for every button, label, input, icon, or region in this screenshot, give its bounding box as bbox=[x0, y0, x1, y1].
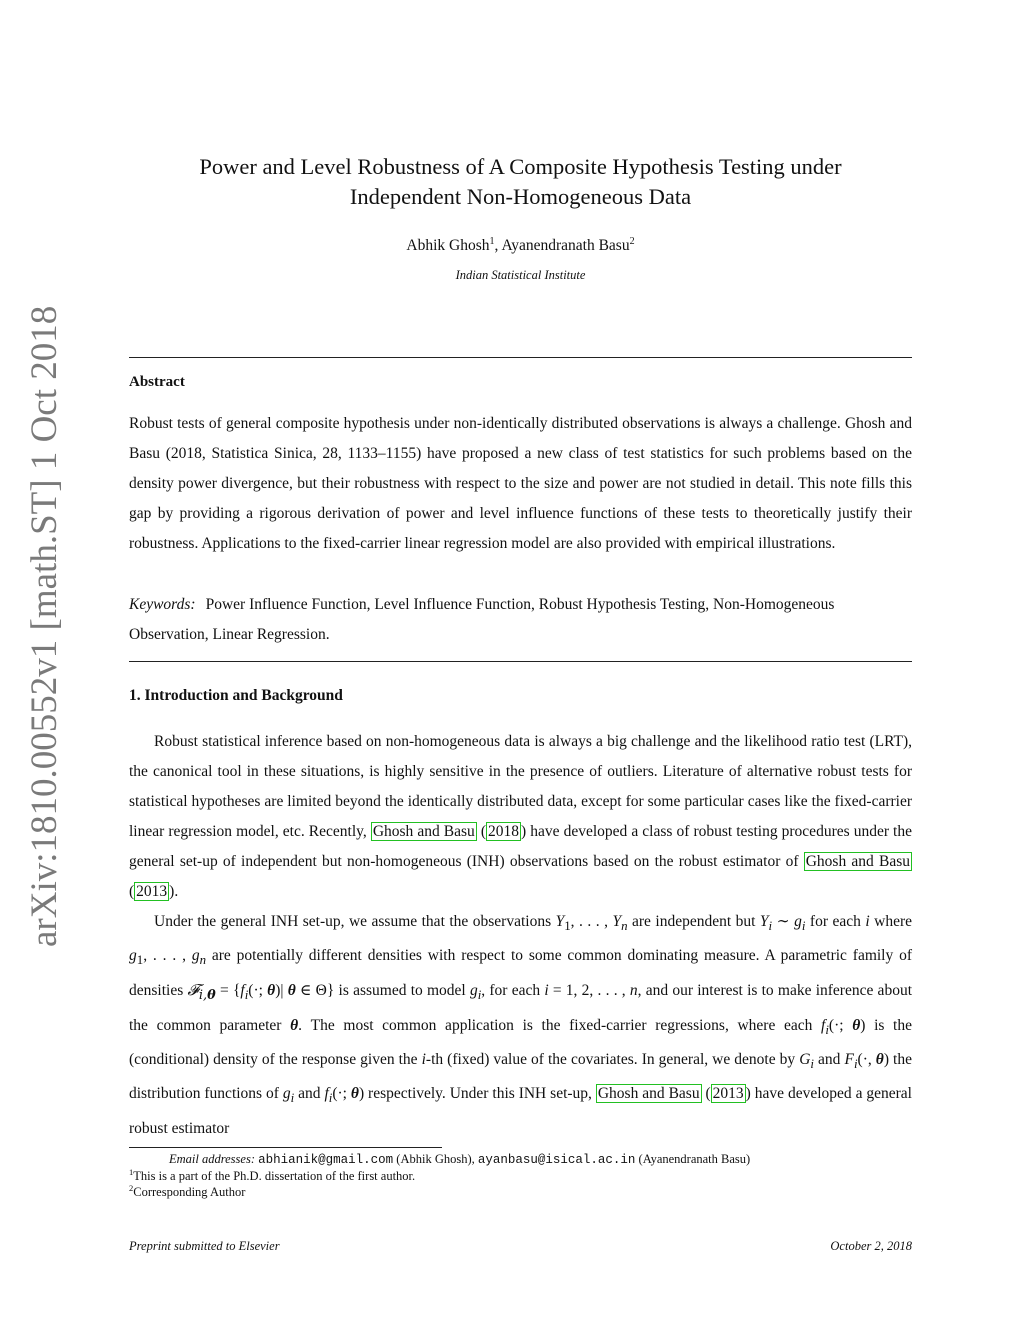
p2-text: for each bbox=[805, 913, 866, 930]
math-expression: i bbox=[544, 982, 549, 1000]
math-expression: $Y_n$ bbox=[612, 913, 628, 934]
footnote-2-mark: 2 bbox=[129, 1182, 134, 1193]
math-expression: $g_i$ bbox=[469, 982, 482, 1003]
p2-text: the distribution functions of bbox=[129, 1051, 912, 1103]
keywords-label: Keywords: bbox=[129, 596, 196, 613]
abstract-top-rule bbox=[129, 357, 912, 358]
footnote-1-mark: 1 bbox=[129, 1166, 134, 1177]
keywords-list: Power Influence Function, Level Influence Function, Robust Hypothesis Testing, Non-Homogeneous Observation, Linear Regression. bbox=[129, 596, 835, 643]
math-expression: $Y_i$ bbox=[759, 913, 773, 934]
abstract-text: Robust tests of general composite hypothesis under non-identically distributed observations is always a challenge. Ghosh and Basu (2018, Statistica Sinica, 28, 1133–1155) have proposed a new class of test statistics for such problems based on the density power divergence, but their robustness with respect to the size and power are not studied in detail. This note fills this gap by providing a rigorous derivation of power and level influence functions of these tests to theoretically justify their robustness. Applications to the fixed-carrier linear regression model are also provided with empirical illustrations. bbox=[129, 415, 912, 552]
abstract-bottom-rule bbox=[129, 661, 912, 662]
abstract-heading: Abstract bbox=[129, 374, 185, 390]
p2-text: are potentially different densities with respect to some common dominating measure. A parametric family of densities bbox=[129, 947, 912, 1000]
footer-submission-note: Preprint submitted to Elsevier bbox=[129, 1239, 280, 1253]
author-1-footnote-mark[interactable]: 1 bbox=[489, 235, 495, 247]
p2-text: have developed a general robust estimator bbox=[129, 1085, 912, 1137]
math-expression: i bbox=[421, 1051, 426, 1069]
email-link-1[interactable]: abhianik@gmail.com bbox=[258, 1153, 394, 1167]
math-expression: $g_n$ bbox=[191, 947, 207, 968]
author-list bbox=[129, 237, 912, 255]
intro-paragraph-2: Under the general INH set-up, we assume that the observations $Y_1$, . . . , $Y_n$ are independent but $Y_i$ ∼ $g_i$ for each i where $g_1$, . . . , $g_n$ are potentially different densities with respect to some common dominating measure. A parametric family of densities 𝓕$_{i,\theta}$ = {$f_i(\cdot$; θ)| θ ∈ Θ} is assumed to model $g_i$, for each i = 1, 2, . . . , n, and our interest is to make inference about the common parameter θ. The most common application is the fixed-carrier regressions, where each $f_i(\cdot$; θ) is the (conditional) density of the response given the i-th (fixed) value of the covariates. In general, we denote by $G_i$ and $F_i(\cdot$, θ) the distribution functions of $g_i$ and $f_i(\cdot$; θ) respectively. Under this INH set-up, Ghosh and Basu ( 2013 ) have developed a general robust estimator bbox=[129, 913, 912, 1137]
footnotes bbox=[129, 1151, 912, 1200]
footnote-emails bbox=[129, 1151, 912, 1168]
math-expression: $g_i$ bbox=[282, 1085, 295, 1106]
citation-link[interactable]: Ghosh and Basu bbox=[597, 1085, 700, 1103]
p2-text: , and our interest is to make inference about the common parameter bbox=[129, 982, 912, 1035]
math-expression: Y bbox=[555, 913, 565, 930]
author-separator: , bbox=[494, 237, 502, 254]
p1-text-1: Robust statistical inference based on non-homogeneous data is always a big challenge and the likelihood ratio test (LRT), the canonical tool in these situations, is highly sensitive in the presence of outliers. Literature of alternative robust tests for statistical hypotheses are limited beyond the identically distributed data, except for some particular cases like the fixed-carrier linear regression model, etc. Recently, bbox=[129, 733, 912, 840]
footer-date: October 2, 2018 bbox=[830, 1239, 912, 1253]
citation-link[interactable]: Ghosh and Basu bbox=[372, 823, 475, 840]
p2-text: -th (fixed) value of the covariates. In general, we denote by bbox=[425, 1051, 800, 1069]
p2-text: , for each bbox=[481, 982, 545, 1000]
citation-year-link[interactable]: 2018 bbox=[488, 823, 520, 840]
p2-text: is assumed to model bbox=[334, 982, 470, 1000]
p2-text: is the (conditional) density of the response given the bbox=[129, 1017, 912, 1069]
affiliation: Indian Statistical Institute bbox=[455, 268, 586, 282]
title-line-2: Independent Non-Homogeneous Data bbox=[349, 184, 692, 209]
email-owner-1: (Abhik Ghosh), bbox=[393, 1152, 478, 1166]
email-owner-2: (Ayanendranath Basu) bbox=[635, 1152, 751, 1166]
math-expression: $G_i$ bbox=[799, 1051, 814, 1072]
math-expression: i bbox=[865, 913, 870, 930]
intro-paragraph-1: Robust statistical inference based on non-homogeneous data is always a big challenge and the likelihood ratio test (LRT), the canonical tool in these situations, is highly sensitive in the presence of outliers. Literature of alternative robust tests for statistical hypotheses are limited beyond the identically distributed data, except for some particular cases like the fixed-carrier linear regression model, etc. Recently, Ghosh and Basu ( 2018 ) have developed a class of robust testing procedures under the general set-up of independent but non-homogeneous (INH) observations based on the robust estimator of Ghosh and Basu ( 2013 ). bbox=[129, 733, 912, 900]
email-label: Email addresses: bbox=[169, 1152, 255, 1166]
math-expression: $f_i$ bbox=[324, 1085, 333, 1106]
email-link-2[interactable]: ayanbasu@isical.ac.in bbox=[477, 1153, 636, 1167]
footnote-2 bbox=[129, 1184, 912, 1200]
p2-text: where bbox=[869, 913, 912, 930]
p1-text-3: . bbox=[174, 883, 179, 900]
citation-year-link[interactable]: 2013 bbox=[712, 1085, 744, 1103]
footnote-1 bbox=[129, 1168, 912, 1184]
p2-text: and bbox=[294, 1085, 325, 1103]
author-2: Ayanendranath Basu bbox=[501, 237, 630, 254]
p2-text: . The most common application is the fixed-carrier regressions, where each bbox=[298, 1017, 822, 1035]
citation-link[interactable]: Ghosh and Basu bbox=[805, 853, 910, 870]
math-expression: θ bbox=[290, 1017, 299, 1035]
p2-text: Under the general INH set-up, we assume that the observations bbox=[154, 913, 556, 930]
section-heading: 1. Introduction and Background bbox=[129, 687, 343, 704]
footnote-rule bbox=[129, 1147, 442, 1148]
title-line-1: Power and Level Robustness of A Composite Hypothesis Testing under bbox=[199, 154, 842, 179]
keywords bbox=[129, 590, 912, 650]
p2-text: and bbox=[814, 1051, 845, 1069]
p2-text: respectively. Under this INH set-up, bbox=[364, 1085, 596, 1103]
citation-year-link[interactable]: 2013 bbox=[136, 883, 168, 900]
author-1: Abhik Ghosh bbox=[406, 237, 490, 254]
math-expression: $F_i$ bbox=[844, 1051, 858, 1072]
footnote-1-text: This is a part of the Ph.D. dissertation of the first author. bbox=[133, 1169, 416, 1183]
math-expression: 𝓕$_{i,\theta}$ bbox=[187, 981, 216, 1004]
math-expression: $f_i$ bbox=[821, 1017, 829, 1038]
p2-text: are independent but bbox=[627, 913, 760, 930]
p1-text-2: have developed a class of robust testing procedures under the general set-up of independent but non-homogeneous (INH) observations based on the robust estimator of bbox=[129, 823, 912, 870]
math-expression: g bbox=[129, 947, 137, 965]
math-expression: $g_i$ bbox=[794, 913, 806, 934]
author-2-footnote-mark[interactable]: 2 bbox=[629, 235, 635, 247]
arxiv-identifier-stamp: arXiv:1810.00552v1 [math.ST] 1 Oct 2018 bbox=[24, 305, 65, 947]
footnote-2-text: Corresponding Author bbox=[133, 1185, 246, 1199]
paper-title bbox=[129, 152, 912, 212]
